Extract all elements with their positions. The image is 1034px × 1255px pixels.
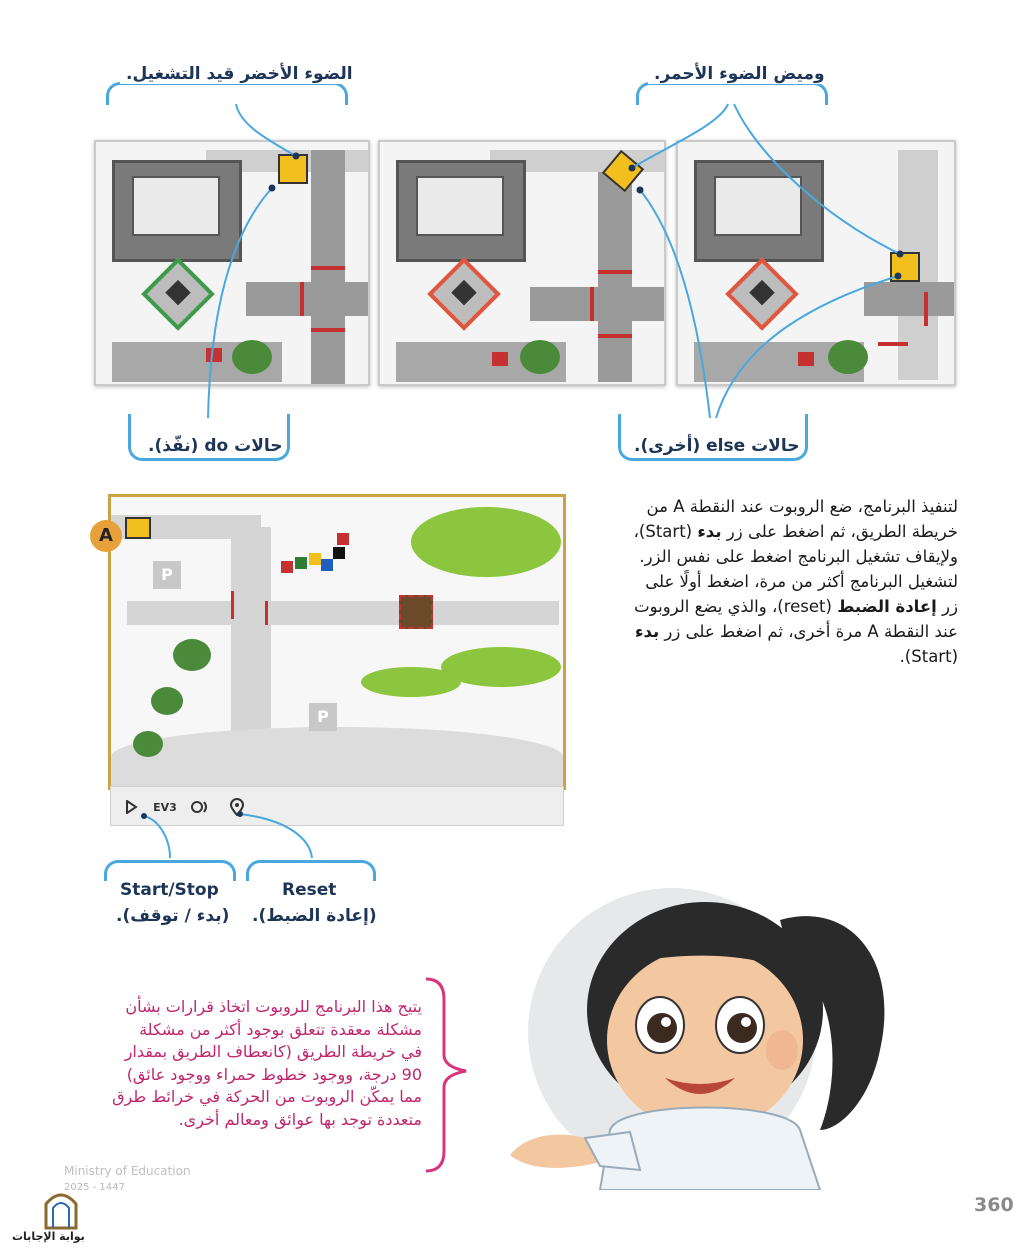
- callout-connectors: [0, 0, 1034, 470]
- year-watermark: 2025 - 1447: [64, 1182, 125, 1193]
- callout-green-light: الضوء الأخضر قيد التشغيل.: [120, 64, 359, 84]
- obstacle-icon: [399, 595, 433, 629]
- start-stop-label: Start/Stop: [120, 880, 219, 900]
- speech-line: 90 درجة، ووجود خطوط حمراء ووجود عائق): [126, 1064, 422, 1084]
- instructions-line: ولإيقاف تشغيل البرنامج اضغط على نفس الزر.: [639, 547, 958, 566]
- logo-text: بوابة الإجابات: [12, 1230, 85, 1243]
- parking-sign-icon: P: [153, 561, 181, 589]
- speech-line: يتيح هذا البرنامج للروبوت اتخاذ قرارات بشأن: [125, 997, 422, 1016]
- start-stop-label-ar: (بدء / توقف).: [116, 906, 230, 926]
- reset-label: Reset: [282, 880, 337, 900]
- callout-else-cases: حالات else (أخرى).: [634, 436, 800, 456]
- speech-line: مما يمكّن الروبوت من الحركة في خرائط طرق: [112, 1087, 422, 1106]
- page-number: 360: [974, 1194, 1014, 1216]
- speech-line: في خريطة الطريق (كانعطاف الطريق بمقدار: [124, 1042, 422, 1061]
- reset-label-ar: (إعادة الضبط).: [252, 906, 377, 926]
- ministry-watermark: Ministry of Education: [64, 1164, 191, 1178]
- instructions-line: خريطة الطريق، ثم اضغط على زر بدء (Start)،: [633, 522, 958, 541]
- instructions-line: لتشغيل البرنامج أكثر من مرة، اضغط أولًا على: [645, 572, 958, 591]
- road-map: [108, 494, 566, 790]
- speech-line: مشكلة معقدة تتعلق بوجود أكثر من مشكلة: [139, 1019, 422, 1039]
- instructions-line: زر إعادة الضبط (reset)، والذي يضع الروبوت: [634, 597, 958, 616]
- instructions-paragraph: [582, 494, 958, 669]
- speech-bubble-text: [58, 996, 422, 1131]
- callout-do-cases: حالات do (نفّذ).: [148, 436, 283, 456]
- gate-logo-icon: [40, 1186, 82, 1230]
- ev3-button[interactable]: EV3: [153, 800, 177, 814]
- reset-bracket: [246, 860, 376, 881]
- start-stop-bracket: [104, 860, 236, 881]
- instructions-line: (Start).: [899, 647, 958, 666]
- color-tiles: [281, 537, 351, 577]
- robot-car-icon: [125, 517, 151, 539]
- speech-line: متعددة توجد بها عوائق ومعالم أخرى.: [178, 1109, 422, 1129]
- parking-sign-icon: P: [309, 703, 337, 731]
- instructions-line: عند النقطة A مرة أخرى، ثم اضغط على زر بدء: [635, 622, 958, 641]
- girl-character-illustration: [490, 900, 920, 1190]
- instructions-line: لتنفيذ البرنامج، ضع الروبوت عند النقطة A من: [646, 497, 958, 516]
- callout-red-flash: وميض الضوء الأحمر.: [648, 64, 831, 84]
- point-a-marker: A: [90, 520, 122, 552]
